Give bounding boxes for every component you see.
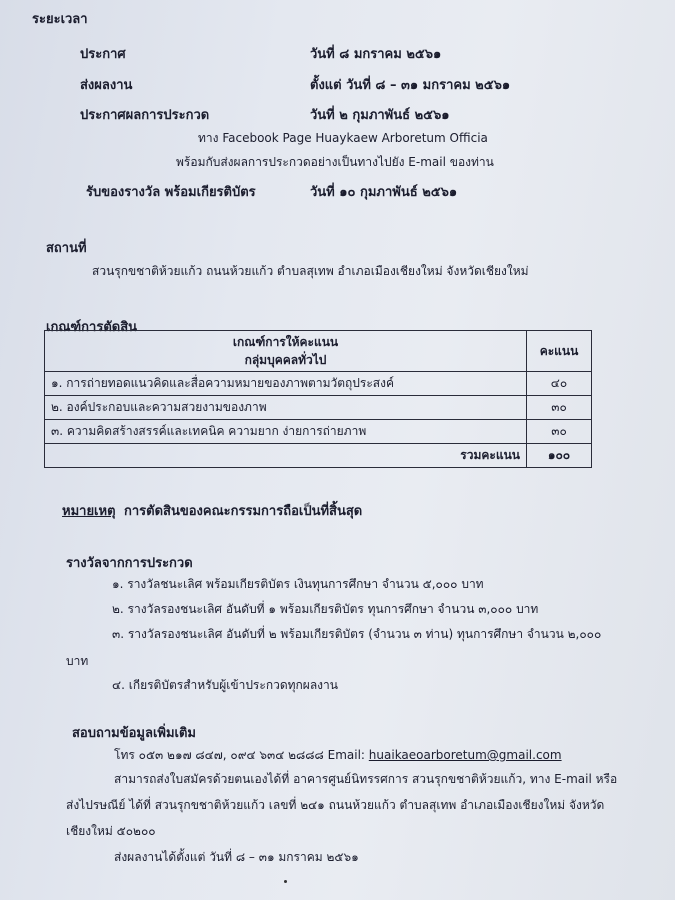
venue-text: สวนรุกขชาติห้วยแก้ว ถนนห้วยแก้ว ตำบลสุเทพ อำเภอเมืองเชียงใหม่ จังหวัดเชียงใหม่ bbox=[92, 264, 529, 278]
table-row bbox=[45, 372, 592, 396]
table-row-total bbox=[45, 444, 592, 468]
prize-item-4: ๔. เกียรติบัตรสำหรับผู้เข้าประกวดทุกผลงาน bbox=[112, 678, 338, 692]
criteria-col-group: กลุ่มบุคคลทั่วไป bbox=[244, 353, 327, 367]
prize-item-2: ๒. รางวัลรองชนะเลิศ อันดับที่ ๑ พร้อมเกียรติบัตร ทุนการศึกษา จำนวน ๓,๐๐๐ บาท bbox=[112, 602, 539, 616]
contact-line-1: สามารถส่งใบสมัครด้วยตนเองได้ที่ อาคารศูนย์นิทรรศการ สวนรุกขชาติห้วยแก้ว, ทาง E-mail หรือ bbox=[114, 772, 618, 786]
criteria-total-score: ๑๐๐ bbox=[527, 444, 592, 468]
schedule-value-announce: วันที่ ๘ มกราคม ๒๕๖๑ bbox=[310, 47, 442, 62]
schedule-label-results: ประกาศผลการประกวด bbox=[80, 108, 210, 123]
criteria-total-label: รวมคะแนน bbox=[45, 444, 527, 468]
prize-item-1: ๑. รางวัลชนะเลิศ พร้อมเกียรติบัตร เงินทุนการศึกษา จำนวน ๕,๐๐๐ บาท bbox=[112, 577, 484, 591]
criteria-col-criteria: เกณฑ์การให้คะแนน bbox=[232, 335, 339, 349]
table-row bbox=[45, 420, 592, 444]
contact-heading: สอบถามข้อมูลเพิ่มเติม bbox=[72, 726, 197, 741]
prizes-heading: รางวัลจากการประกวด bbox=[66, 556, 193, 571]
criteria-row-score: ๓๐ bbox=[527, 420, 592, 444]
page-dot bbox=[284, 880, 287, 883]
contact-email-link[interactable]: huaikaeoarboretum@gmail.com bbox=[368, 748, 562, 762]
criteria-row-text: ๓. ความคิดสร้างสรรค์และเทคนิค ความยาก ง่ายการถ่ายภาพ bbox=[45, 420, 527, 444]
schedule-value-award: วันที่ ๑๐ กุมภาพันธ์ ๒๕๖๑ bbox=[310, 185, 458, 200]
criteria-heading: เกณฑ์การตัดสิน bbox=[46, 320, 138, 335]
criteria-row-text: ๑. การถ่ายทอดแนวคิดและสื่อความหมายของภาพตามวัตถุประสงค์ bbox=[45, 372, 527, 396]
criteria-row-text: ๒. องค์ประกอบและความสวยงามของภาพ bbox=[45, 396, 527, 420]
schedule-value-results: วันที่ ๒ กุมภาพันธ์ ๒๕๖๑ bbox=[310, 108, 450, 123]
remark-text: การตัดสินของคณะกรรมการถือเป็นที่สิ้นสุด bbox=[124, 504, 363, 519]
remark-label: หมายเหตุ bbox=[62, 504, 116, 519]
criteria-col-header bbox=[45, 331, 527, 372]
contact-phone-text: โทร ๐๕๓ ๒๑๗ ๘๔๗, ๐๙๔ ๖๓๔ ๒๘๘๘ Email: bbox=[114, 748, 365, 762]
schedule-note-facebook: ทาง Facebook Page Huaykaew Arboretum Officia bbox=[198, 131, 488, 145]
table-row bbox=[45, 396, 592, 420]
contact-line-4: ส่งผลงานได้ตั้งแต่ วันที่ ๘ – ๓๑ มกราคม ๒๕๖๑ bbox=[114, 850, 359, 864]
contact-phone bbox=[114, 746, 562, 765]
prize-item-3: ๓. รางวัลรองชนะเลิศ อันดับที่ ๒ พร้อมเกียรติบัตร (จำนวน ๓ ท่าน) ทุนการศึกษา จำนวน ๒,๐๐๐ bbox=[112, 627, 602, 641]
schedule-value-submit: ตั้งแต่ วันที่ ๘ – ๓๑ มกราคม ๒๕๖๑ bbox=[310, 78, 511, 93]
schedule-heading: ระยะเวลา bbox=[32, 12, 88, 27]
contact-line-2: ส่งไปรษณีย์ ได้ที่ สวนรุกขชาติห้วยแก้ว เลขที่ ๒๔๑ ถนนห้วยแก้ว ตำบลสุเทพ อำเภอเมืองเชียงใหม่ จังหวัด bbox=[66, 798, 605, 812]
contact-line-3: เชียงใหม่ ๕๐๒๐๐ bbox=[66, 824, 156, 838]
schedule-label-submit: ส่งผลงาน bbox=[80, 78, 133, 93]
criteria-col-score: คะแนน bbox=[527, 331, 592, 372]
criteria-row-score: ๓๐ bbox=[527, 396, 592, 420]
criteria-table bbox=[44, 330, 592, 468]
venue-heading: สถานที่ bbox=[46, 241, 87, 256]
schedule-label-award: รับของรางวัล พร้อมเกียรติบัตร bbox=[86, 185, 256, 200]
criteria-row-score: ๔๐ bbox=[527, 372, 592, 396]
prize-item-3-cont: บาท bbox=[66, 654, 89, 668]
schedule-note-email: พร้อมกับส่งผลการประกวดอย่างเป็นทางไปยัง E-mail ของท่าน bbox=[176, 155, 494, 169]
schedule-label-announce: ประกาศ bbox=[80, 47, 126, 62]
